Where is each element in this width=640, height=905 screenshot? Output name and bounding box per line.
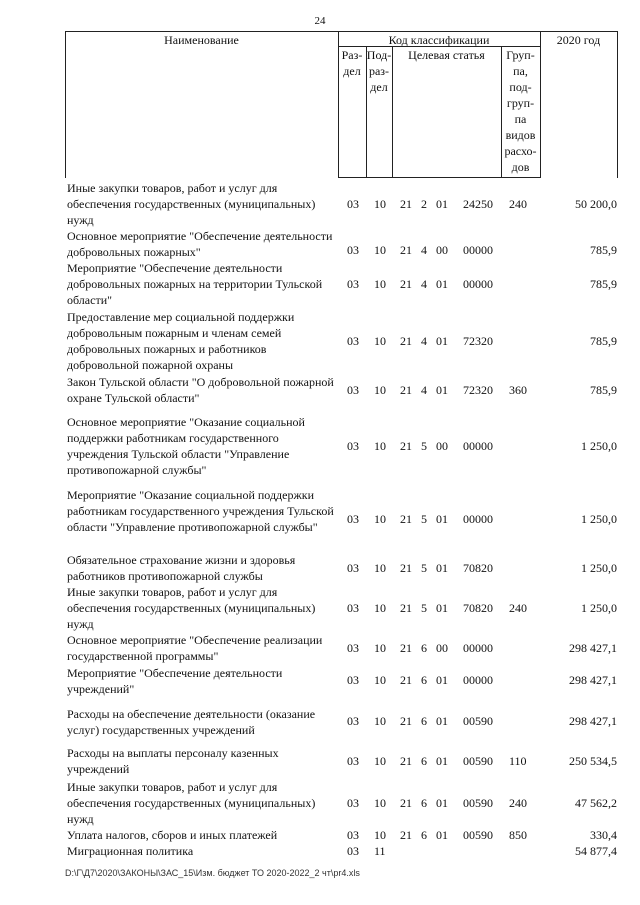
- cell-target-subprogram: 5: [421, 561, 427, 575]
- cell-razdel: 03: [347, 243, 359, 257]
- cell-target-program: 21: [400, 197, 412, 211]
- cell-amount: 785,9: [590, 243, 617, 257]
- cell-expense-group: 850: [509, 828, 527, 842]
- row-name: Закон Тульской области "О добровольной пожарной охране Тульской области": [67, 375, 334, 405]
- row-name: Основное мероприятие "Обеспечение деятельности добровольных пожарных": [67, 229, 333, 259]
- row-name: Расходы на выплаты персоналу казенных учреждений: [67, 746, 279, 776]
- cell-target-event: 01: [436, 561, 448, 575]
- cell-target-event: 01: [436, 512, 448, 526]
- row-name: Уплата налогов, сборов и иных платежей: [67, 828, 278, 842]
- cell-podrazdel: 10: [374, 277, 386, 291]
- cell-target-direction: 00590: [463, 828, 493, 842]
- cell-razdel: 03: [347, 828, 359, 842]
- header-target: Целевая статья: [408, 48, 485, 62]
- cell-target-direction: 00590: [463, 796, 493, 810]
- cell-target-direction: 00000: [463, 673, 493, 687]
- file-path-footer: D:\Г\Д7\2020\ЗАКОНЫ\ЗАС_15\Изм. бюджет ТО 2020-2022_2 чт\pr4.xls: [65, 868, 360, 878]
- cell-target-direction: 00000: [463, 439, 493, 453]
- row-name: Расходы на обеспечение деятельности (оказание услуг) государственных учреждений: [67, 707, 316, 737]
- row-name: Миграционная политика: [67, 844, 194, 858]
- cell-target-direction: 00000: [463, 641, 493, 655]
- year-column-divider: [540, 31, 541, 178]
- cell-target-subprogram: 5: [421, 512, 427, 526]
- header-name: Наименование: [164, 33, 239, 47]
- cell-razdel: 03: [347, 439, 359, 453]
- podrazdel-column-divider: [392, 46, 393, 177]
- cell-target-subprogram: 6: [421, 714, 427, 728]
- cell-expense-group: 110: [509, 754, 527, 768]
- cell-amount: 250 534,5: [569, 754, 617, 768]
- cell-target-direction: 00590: [463, 714, 493, 728]
- cell-expense-group: 240: [509, 197, 527, 211]
- cell-razdel: 03: [347, 641, 359, 655]
- row-name: Мероприятие "Обеспечение деятельности учреждений": [67, 666, 283, 696]
- cell-target-subprogram: 6: [421, 796, 427, 810]
- header-code-group: Код классификации: [388, 33, 490, 47]
- cell-podrazdel: 10: [374, 512, 386, 526]
- cell-target-event: 01: [436, 277, 448, 291]
- cell-amount: 785,9: [590, 277, 617, 291]
- cell-podrazdel: 10: [374, 796, 386, 810]
- cell-target-event: 01: [436, 714, 448, 728]
- cell-razdel: 03: [347, 197, 359, 211]
- cell-podrazdel: 10: [374, 714, 386, 728]
- cell-target-subprogram: 5: [421, 439, 427, 453]
- header-podrazdel: Под- раз- дел: [366, 48, 392, 94]
- cell-razdel: 03: [347, 601, 359, 615]
- cell-razdel: 03: [347, 714, 359, 728]
- cell-target-event: 01: [436, 754, 448, 768]
- cell-amount: 1 250,0: [581, 601, 617, 615]
- cell-target-subprogram: 6: [421, 673, 427, 687]
- cell-target-event: 01: [436, 796, 448, 810]
- cell-target-subprogram: 6: [421, 641, 427, 655]
- cell-razdel: 03: [347, 796, 359, 810]
- cell-target-program: 21: [400, 334, 412, 348]
- cell-razdel: 03: [347, 673, 359, 687]
- cell-target-event: 01: [436, 601, 448, 615]
- cell-podrazdel: 10: [374, 197, 386, 211]
- cell-target-subprogram: 4: [421, 243, 427, 257]
- cell-target-subprogram: 5: [421, 601, 427, 615]
- cell-target-event: 00: [436, 641, 448, 655]
- row-name: Иные закупки товаров, работ и услуг для обеспечения государственных (муниципальных) нужд: [67, 585, 316, 631]
- cell-podrazdel: 10: [374, 754, 386, 768]
- cell-podrazdel: 10: [374, 243, 386, 257]
- cell-podrazdel: 11: [374, 844, 386, 858]
- cell-target-program: 21: [400, 383, 412, 397]
- table-right-border: [617, 31, 618, 178]
- cell-target-program: 21: [400, 277, 412, 291]
- page-number: 24: [314, 15, 326, 27]
- cell-target-subprogram: 6: [421, 754, 427, 768]
- cell-amount: 785,9: [590, 334, 617, 348]
- cell-amount: 785,9: [590, 383, 617, 397]
- cell-target-event: 01: [436, 197, 448, 211]
- cell-target-event: 00: [436, 243, 448, 257]
- cell-razdel: 03: [347, 561, 359, 575]
- cell-target-subprogram: 4: [421, 334, 427, 348]
- cell-target-program: 21: [400, 754, 412, 768]
- cell-amount: 47 562,2: [575, 796, 617, 810]
- cell-expense-group: 360: [509, 383, 527, 397]
- cell-target-program: 21: [400, 673, 412, 687]
- cell-target-subprogram: 4: [421, 277, 427, 291]
- cell-target-program: 21: [400, 561, 412, 575]
- cell-podrazdel: 10: [374, 641, 386, 655]
- cell-amount: 1 250,0: [581, 439, 617, 453]
- cell-podrazdel: 10: [374, 439, 386, 453]
- cell-target-program: 21: [400, 601, 412, 615]
- table-left-border: [65, 31, 66, 178]
- cell-target-program: 21: [400, 439, 412, 453]
- header-group: Груп- па, под- груп- па видов расхо- дов: [504, 48, 537, 174]
- cell-target-direction: 70820: [463, 561, 493, 575]
- row-name: Основное мероприятие "Обеспечение реализации государственной программы": [67, 633, 323, 663]
- cell-razdel: 03: [347, 844, 359, 858]
- cell-target-direction: 00000: [463, 512, 493, 526]
- row-name: Мероприятие "Обеспечение деятельности добровольных пожарных на территории Тульской области": [67, 261, 323, 307]
- cell-razdel: 03: [347, 383, 359, 397]
- cell-target-subprogram: 4: [421, 383, 427, 397]
- cell-expense-group: 240: [509, 796, 527, 810]
- cell-razdel: 03: [347, 277, 359, 291]
- cell-target-program: 21: [400, 512, 412, 526]
- cell-expense-group: 240: [509, 601, 527, 615]
- row-name: Предоставление мер социальной поддержки добровольным пожарным и членам семей добровольных пожарных и работников добровольной пожарной охраны: [67, 310, 295, 372]
- cell-razdel: 03: [347, 512, 359, 526]
- cell-podrazdel: 10: [374, 673, 386, 687]
- cell-amount: 1 250,0: [581, 512, 617, 526]
- cell-target-event: 00: [436, 439, 448, 453]
- cell-target-event: 01: [436, 828, 448, 842]
- cell-amount: 298 427,1: [569, 673, 617, 687]
- cell-target-direction: 72320: [463, 334, 493, 348]
- cell-target-program: 21: [400, 796, 412, 810]
- cell-target-program: 21: [400, 243, 412, 257]
- cell-podrazdel: 10: [374, 561, 386, 575]
- cell-razdel: 03: [347, 754, 359, 768]
- header-razdel: Раз- дел: [341, 48, 363, 78]
- cell-target-program: 21: [400, 714, 412, 728]
- cell-target-direction: 24250: [463, 197, 493, 211]
- cell-target-direction: 00000: [463, 277, 493, 291]
- cell-target-program: 21: [400, 641, 412, 655]
- cell-target-subprogram: 6: [421, 828, 427, 842]
- cell-target-program: 21: [400, 828, 412, 842]
- cell-target-direction: 00590: [463, 754, 493, 768]
- cell-razdel: 03: [347, 334, 359, 348]
- cell-podrazdel: 10: [374, 334, 386, 348]
- cell-target-event: 01: [436, 383, 448, 397]
- cell-amount: 54 877,4: [575, 844, 617, 858]
- header-year: 2020 год: [556, 33, 601, 47]
- cell-target-direction: 72320: [463, 383, 493, 397]
- row-name: Обязательное страхование жизни и здоровья работников противопожарной службы: [67, 553, 296, 583]
- cell-target-direction: 00000: [463, 243, 493, 257]
- cell-amount: 1 250,0: [581, 561, 617, 575]
- row-name: Основное мероприятие "Оказание социальной поддержки работникам государственного учреждения Тульской области "Управление противопожарной службы": [67, 415, 305, 477]
- cell-target-subprogram: 2: [421, 197, 427, 211]
- cell-podrazdel: 10: [374, 383, 386, 397]
- cell-podrazdel: 10: [374, 601, 386, 615]
- cell-amount: 298 427,1: [569, 641, 617, 655]
- row-name: Иные закупки товаров, работ и услуг для обеспечения государственных (муниципальных) нужд: [67, 780, 316, 826]
- header-bottom-border: [338, 177, 540, 178]
- row-name: Мероприятие "Оказание социальной поддержки работникам государственного учреждения Тульской области "Управление противопожарной службы": [67, 488, 334, 534]
- cell-amount: 330,4: [590, 828, 617, 842]
- cell-target-event: 01: [436, 673, 448, 687]
- cell-target-event: 01: [436, 334, 448, 348]
- cell-target-direction: 70820: [463, 601, 493, 615]
- cell-amount: 50 200,0: [575, 197, 617, 211]
- row-name: Иные закупки товаров, работ и услуг для обеспечения государственных (муниципальных) нужд: [67, 181, 316, 227]
- cell-podrazdel: 10: [374, 828, 386, 842]
- cell-amount: 298 427,1: [569, 714, 617, 728]
